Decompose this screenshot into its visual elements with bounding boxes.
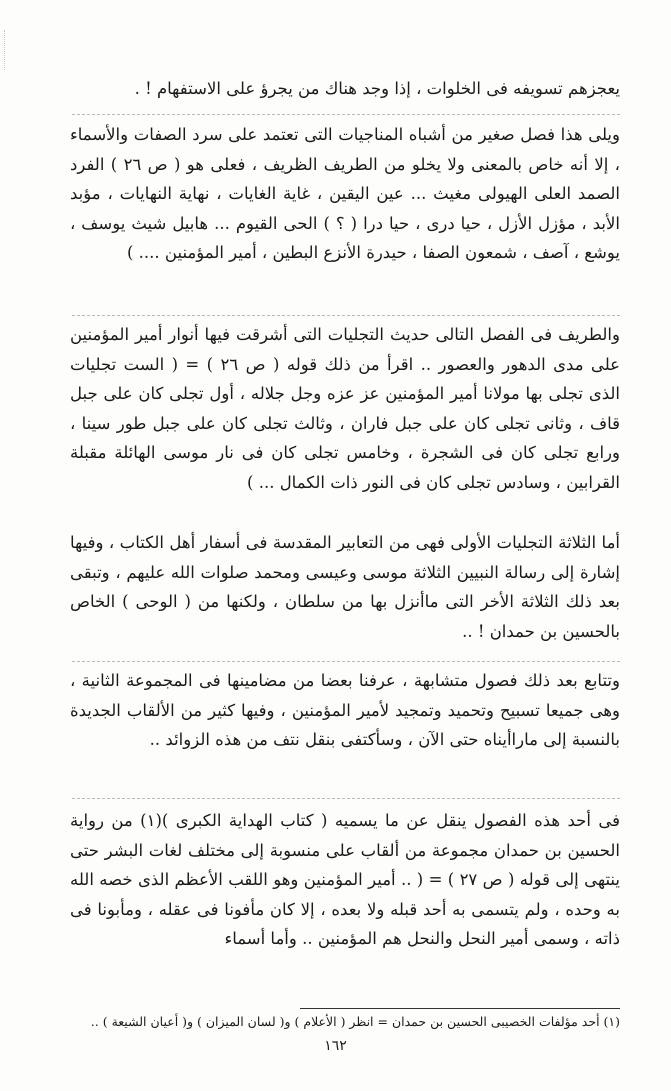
- paragraph-text: يعجزهم تسويفه فى الخلوات ، إذا وجد هناك من يجرؤ على الاستفهام ! .: [134, 79, 620, 98]
- page-number: ١٦٢: [324, 1038, 347, 1054]
- paragraph-separator: [72, 114, 620, 115]
- paragraph-1: [70, 74, 620, 104]
- paragraph-text: أما الثلاثة التجليات الأولى فهى من التعابير المقدسة فى أسفار أهل الكتاب ، وفيها إشارة إلى رسالة النبيين الثلاثة موسى وعيسى ومحمد صلوات الله عليهم ، وتبقى بعد ذلك الثلاثة الأخر التى ماأنزل بها من سلطان ، ولكنها من ( الوحى ) الخاص بالحسين بن حمدان ! ..: [70, 533, 620, 641]
- paragraph-5: [70, 666, 620, 755]
- paragraph-separator: [72, 798, 620, 799]
- paragraph-text: فى أحد هذه الفصول ينقل عن ما يسميه ( كتاب الهداية الكبرى )(١) من رواية الحسين بن حمدان مجموعة من ألقاب على منسوبة إلى مختلف لغات البشر حتى ينتهى إلى قوله ( ص ٢٧ ) = ( .. أمير المؤمنين وهو اللقب الأعظم الذى خصه الله به وحده ، ولم يتسمى به أحد قبله ولا بعده ، إلا كان مأفونا فى عقله ، ومأبونا فى ذاته ، وسمى أمير النحل والنحل هم المؤمنين .. وأما أسماء: [70, 811, 620, 948]
- paragraph-4: [70, 528, 620, 646]
- footnote: (١) أحد مؤلفات الخصيبى الحسين بن حمدان = انظر ( الأعلام ) و( لسان الميزان ) و( أعيان الشيعة ) ..: [90, 1014, 620, 1029]
- paragraph-separator: [72, 661, 620, 662]
- paragraph-text: وتتابع بعد ذلك فصول متشابهة ، عرفنا بعضا من مضامينها فى المجموعة الثانية ، وهى جميعا تسبيح وتحميد وتمجيد لأمير المؤمنين ، وفيها كثير من الألقاب الجديدة بالنسبة إلى ماراأيناه حتى الآن ، وسأكتفى بنقل نتف من هذه الزوائد ..: [70, 671, 620, 749]
- paragraph-2: [70, 120, 620, 268]
- paragraph-text: ويلى هذا فصل صغير من أشباه المناجيات التى تعتمد على سرد الصفات والأسماء ، إلا أنه خاص بالمعنى ولا يخلو من الطريف الظريف ، فعلى هو ( ص ٢٦ ) الفرد الصمد العلى الهيولى مغيث ... عين اليقين ، غاية الغايات ، نهاية النهايات ، مؤبد الأبد ، مؤزل الأزل ، حيا درى ، حيا درا ( ؟ ) الحى القيوم ... هابيل شيث يوسف ، يوشع ، آصف ، شمعون الصفا ، حيدرة الأنزع البطين ، أمير المؤمنين .... ): [70, 125, 620, 262]
- paragraph-3: [70, 320, 620, 497]
- scan-artifact: [4, 30, 8, 70]
- paragraph-separator: [72, 315, 620, 316]
- footnote-rule: [300, 1008, 620, 1009]
- paragraph-text: والطريف فى الفصل التالى حديث التجليات التى أشرقت فيها أنوار أمير المؤمنين على مدى الدهور والعصور .. اقرأ من ذلك قوله ( ص ٢٦ ) = ( الست تجليات الذى تجلى بها مولانا أمير المؤمنين عز عزه وجل جلاله ، أول تجلى كان على جبل قاف ، وثانى تجلى كان على جبل فاران ، وثالث تجلى كان على جبل طور سينا ، ورابع تجلى كان فى الشجرة ، وخامس تجلى كان فى نار موسى الهائلة مقبلة القرابين ، وسادس تجلى كان فى النور ذات الكمال ... ): [70, 325, 620, 492]
- paragraph-6: [70, 806, 620, 954]
